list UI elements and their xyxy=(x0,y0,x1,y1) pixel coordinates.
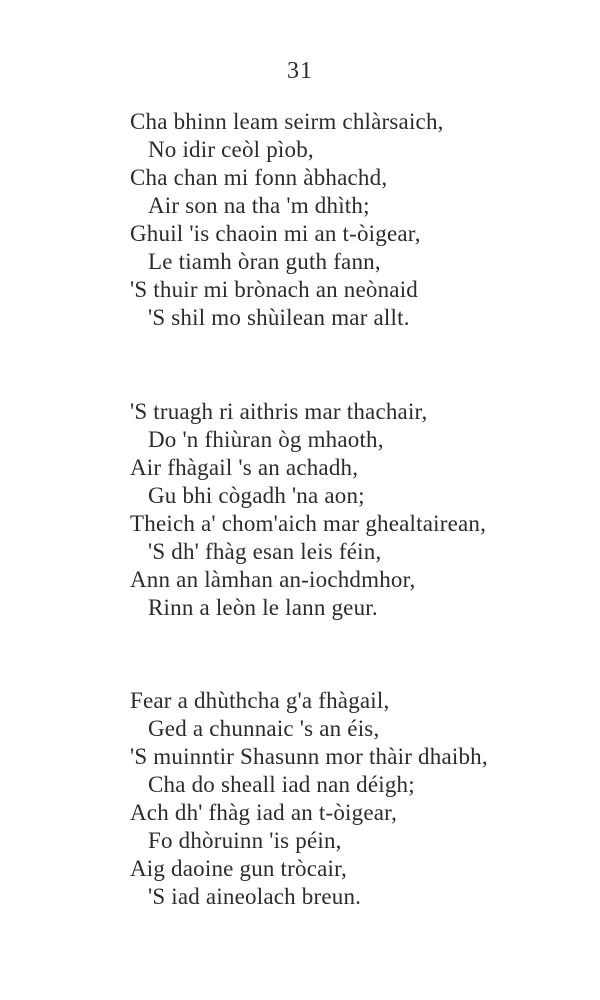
verse-line: Ann an làmhan an-iochdmhor, xyxy=(130,567,416,592)
verse-line: Gu bhi cògadh 'na aon; xyxy=(148,483,365,508)
verse-line: 'S truagh ri aithris mar thachair, xyxy=(130,399,428,424)
verse-line: No idir ceòl pìob, xyxy=(148,137,314,162)
verse-line: 'S dh' fhàg esan leis féin, xyxy=(148,539,382,564)
verse-line: Ach dh' fhàg iad an t-òigear, xyxy=(130,800,398,825)
verse-line: Theich a' chom'aich mar ghealtairean, xyxy=(130,511,487,536)
verse-line: Fear a dhùthcha g'a fhàgail, xyxy=(130,688,390,713)
verse-line: 'S shil mo shùilean mar allt. xyxy=(148,305,410,330)
verse-line: 'S thuir mi brònach an neònaid xyxy=(130,277,418,302)
verse-line: Ged a chunnaic 's an éis, xyxy=(148,716,380,741)
verse-line: Ghuil 'is chaoin mi an t-òigear, xyxy=(130,221,421,246)
verse-line: Le tiamh òran guth fann, xyxy=(148,249,381,274)
verse-line: Rinn a leòn le lann geur. xyxy=(148,595,378,620)
page-number: 31 xyxy=(287,58,313,84)
verse-line: Cha bhinn leam seirm chlàrsaich, xyxy=(130,109,444,134)
verse-line: 'S muinntir Shasunn mor thàir dhaibh, xyxy=(130,744,488,769)
verse-line: Do 'n fhiùran òg mhaoth, xyxy=(148,427,384,452)
verse-line: Cha do sheall iad nan déigh; xyxy=(148,772,415,797)
verse-line: Aig daoine gun tròcair, xyxy=(130,856,348,881)
verse-line: Air son na tha 'm dhìth; xyxy=(148,193,370,218)
verse-line: Cha chan mi fonn àbhachd, xyxy=(130,165,388,190)
verse-line: Air fhàgail 's an achadh, xyxy=(130,455,359,480)
verse-line: Fo dhòruinn 'is péin, xyxy=(148,828,342,853)
verse-line: 'S iad aineolach breun. xyxy=(148,884,362,909)
